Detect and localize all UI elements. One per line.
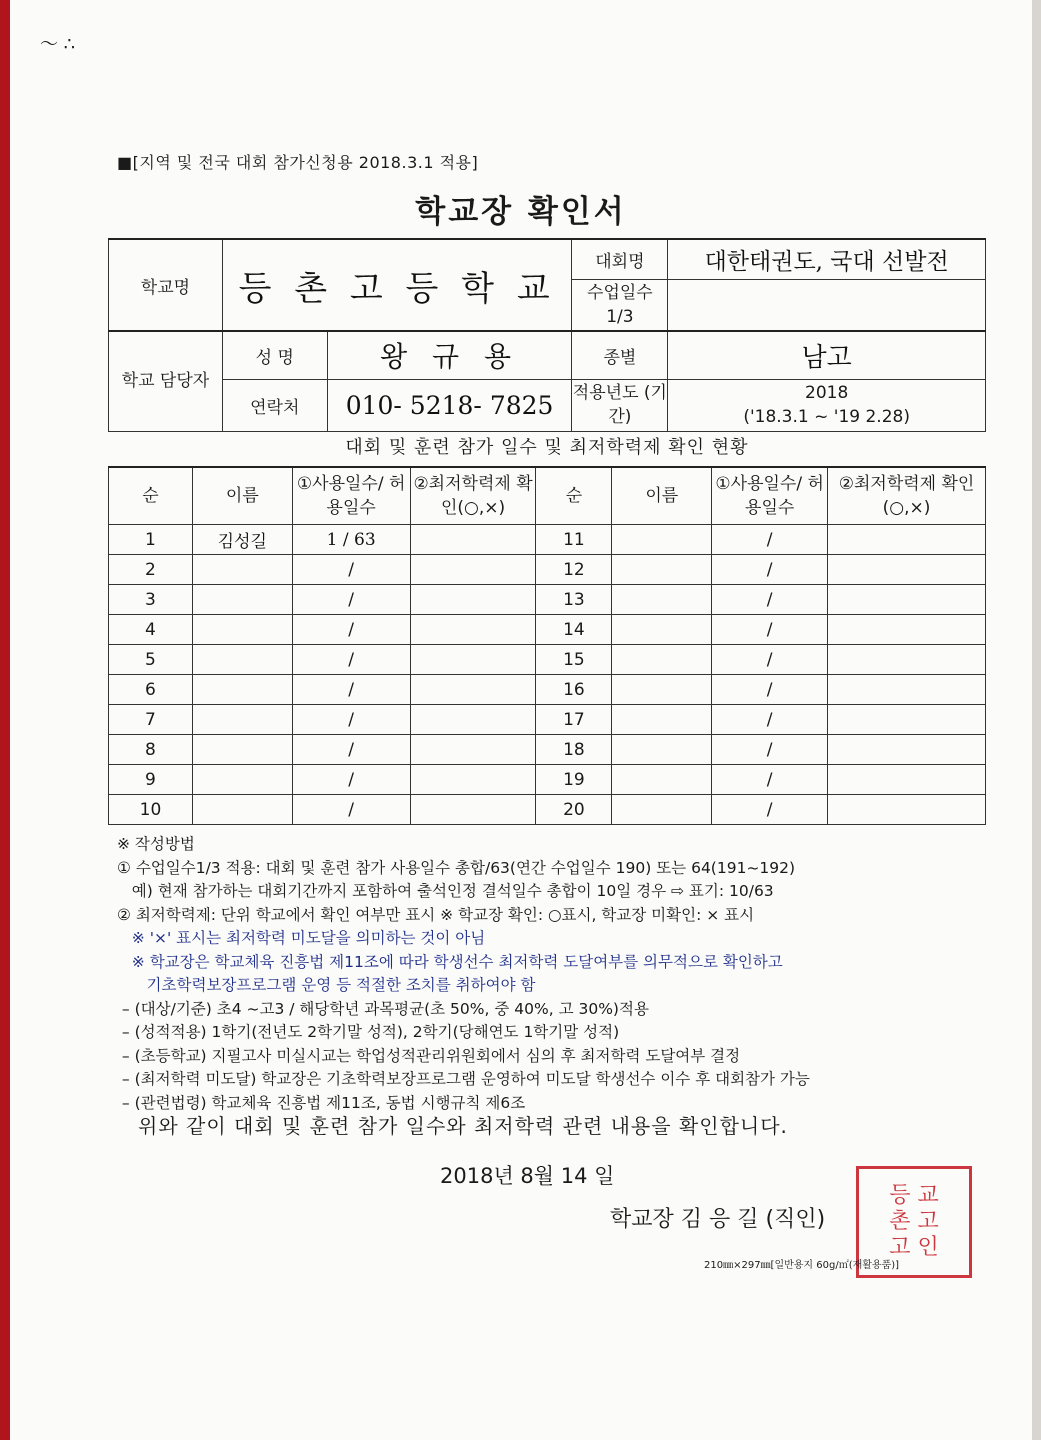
instruction-line: ① 수업일수1/3 적용: 대회 및 훈련 참가 사용일수 총합/63(연간 수업일수 190) 또는 64(191~192) (117, 858, 796, 877)
cell-num: 7 (109, 705, 193, 735)
category-label: 종별 (572, 331, 668, 379)
instruction-line: ※ 학교장은 학교체육 진흥법 제11조에 따라 학생선수 최저학력 도달여부를 의무적으로 확인하고 (117, 952, 783, 971)
school-name-value: 등 촌 고 등 학 교 (222, 239, 572, 331)
table-row (109, 735, 986, 765)
cell-name2 (612, 585, 712, 615)
col-header-days: ①사용일수/ 허용일수 (292, 467, 410, 525)
cell-name2 (612, 555, 712, 585)
cell-check (410, 705, 536, 735)
cell-check2 (828, 675, 986, 705)
table-row (109, 795, 986, 825)
cell-days: / (292, 555, 410, 585)
table-row (109, 705, 986, 735)
cell-days: / (292, 675, 410, 705)
cell-name2 (612, 765, 712, 795)
cell-check2 (828, 795, 986, 825)
year-period: ('18.3.1 ~ '19 2.28) (743, 407, 910, 427)
cell-days2: / (712, 735, 828, 765)
table-row (109, 555, 986, 585)
cell-check (410, 615, 536, 645)
cell-name (192, 615, 292, 645)
cell-days2: / (712, 525, 828, 555)
cell-name (192, 735, 292, 765)
name-label: 성 명 (222, 331, 327, 379)
cell-days2: / (712, 765, 828, 795)
participation-table (108, 466, 986, 825)
cell-name: 김성길 (192, 525, 292, 555)
cell-num: 3 (109, 585, 193, 615)
cell-days2: / (712, 615, 828, 645)
document-title: 학교장 확인서 (415, 194, 627, 230)
instruction-line: ※ 작성방법 (117, 835, 195, 853)
instructions (117, 833, 997, 1115)
class-days-value (668, 279, 986, 331)
name-value: 왕 규 용 (327, 331, 572, 379)
cell-num2: 15 (536, 645, 612, 675)
cell-num2: 20 (536, 795, 612, 825)
table-row (109, 585, 986, 615)
confirmation-statement: 위와 같이 대회 및 훈련 참가 일수와 최저학력 관련 내용을 확인합니다. (138, 1114, 788, 1138)
cell-check2 (828, 615, 986, 645)
instruction-line: ※ '×' 표시는 최저학력 미도달을 의미하는 것이 아님 (117, 929, 486, 947)
cell-num: 2 (109, 555, 193, 585)
cell-days2: / (712, 675, 828, 705)
cell-check (410, 735, 536, 765)
cell-check (410, 585, 536, 615)
cell-name (192, 585, 292, 615)
cell-num2: 16 (536, 675, 612, 705)
year-value: 2018 (805, 383, 849, 403)
contest-label: 대회명 (572, 239, 668, 279)
cell-check2 (828, 525, 986, 555)
cell-num2: 17 (536, 705, 612, 735)
cell-check (410, 795, 536, 825)
col-header-name-2: 이름 (612, 467, 712, 525)
cell-num: 9 (109, 765, 193, 795)
contact-value: 010- 5218- 7825 (327, 379, 572, 431)
table-row (109, 675, 986, 705)
cell-num: 5 (109, 645, 193, 675)
cell-name (192, 675, 292, 705)
cell-days: / (292, 705, 410, 735)
col-header-check-2: ②최저학력제 확인(○,×) (828, 467, 986, 525)
cell-name2 (612, 675, 712, 705)
cell-num: 4 (109, 615, 193, 645)
document-page (10, 0, 1032, 1440)
col-header-num-2: 순 (536, 467, 612, 525)
section-title: 대회 및 훈련 참가 일수 및 최저학력제 확인 현황 (345, 437, 749, 458)
instruction-line: 예) 현재 참가하는 대회기간까지 포함하여 출석인정 결석일수 총합이 10일 경우 ⇨ 표기: 10/63 (117, 882, 774, 900)
cell-num2: 19 (536, 765, 612, 795)
col-header-days-2: ①사용일수/ 허용일수 (712, 467, 828, 525)
table-row (109, 615, 986, 645)
instruction-line: – (초등학교) 지필고사 미실시교는 학업성적관리위원회에서 심의 후 최저학력 도달여부 결정 (117, 1046, 741, 1065)
cell-days2: / (712, 645, 828, 675)
cell-check (410, 525, 536, 555)
cell-num2: 11 (536, 525, 612, 555)
handwritten-mark: 〜 ∴ (40, 34, 76, 55)
cell-num2: 18 (536, 735, 612, 765)
cell-name2 (612, 795, 712, 825)
contact-label: 연락처 (222, 379, 327, 431)
category-value: 남고 (668, 331, 986, 379)
cell-name (192, 645, 292, 675)
cell-name2 (612, 525, 712, 555)
class-days-label: 수업일수 1/3 (572, 279, 668, 331)
cell-check (410, 645, 536, 675)
cell-days: / (292, 735, 410, 765)
cell-check2 (828, 645, 986, 675)
cell-check2 (828, 585, 986, 615)
cell-check2 (828, 705, 986, 735)
cell-check (410, 675, 536, 705)
cell-name (192, 705, 292, 735)
cell-num: 1 (109, 525, 193, 555)
cell-num2: 14 (536, 615, 612, 645)
principal-signature: 학교장 김 응 길 (직인) (610, 1207, 826, 1232)
cell-num: 6 (109, 675, 193, 705)
cell-name (192, 555, 292, 585)
cell-check (410, 765, 536, 795)
header-note: ■[지역 및 전국 대회 참가신청용 2018.3.1 적용] (117, 153, 479, 172)
contest-value: 대한태권도, 국대 선발전 (668, 239, 986, 279)
cell-days: / (292, 795, 410, 825)
cell-check2 (828, 765, 986, 795)
instruction-line: ② 최저학력제: 단위 학교에서 확인 여부만 표시 ※ 학교장 확인: ○표시, 학교장 미확인: × 표시 (117, 905, 755, 924)
info-table (108, 238, 986, 432)
table-row (109, 525, 986, 555)
cell-name2 (612, 735, 712, 765)
cell-num2: 12 (536, 555, 612, 585)
red-background-edge (0, 0, 10, 1440)
instruction-line: – (관련법령) 학교체육 진흥법 제11조, 동법 시행규칙 제6조 (117, 1093, 526, 1112)
year-cell (668, 379, 986, 431)
cell-name (192, 795, 292, 825)
cell-days2: / (712, 585, 828, 615)
cell-check (410, 555, 536, 585)
table-row (109, 645, 986, 675)
cell-days2: / (712, 705, 828, 735)
col-header-name: 이름 (192, 467, 292, 525)
cell-days: / (292, 585, 410, 615)
cell-days: / (292, 765, 410, 795)
cell-name2 (612, 615, 712, 645)
official-seal-stamp: 등 교 촌 고 고 인 (856, 1166, 972, 1278)
cell-check2 (828, 555, 986, 585)
school-label: 학교명 (109, 239, 223, 331)
instruction-line: – (성적적용) 1학기(전년도 2학기말 성적), 2학기(당해연도 1학기말 성적) (117, 1023, 620, 1041)
col-header-check: ②최저학력제 확인(○,×) (410, 467, 536, 525)
instruction-line: – (최저학력 미도달) 학교장은 기초학력보장프로그램 운영하여 미도달 학생선수 이수 후 대회참가 가능 (117, 1070, 810, 1088)
date-line: 2018년 8월 14 일 (440, 1164, 615, 1188)
cell-days: / (292, 645, 410, 675)
cell-name2 (612, 645, 712, 675)
table-row (109, 765, 986, 795)
cell-days2: / (712, 795, 828, 825)
cell-check2 (828, 735, 986, 765)
year-label: 적용년도 (기간) (572, 379, 668, 431)
paper-spec-footer: 210㎜×297㎜[일반용지 60g/㎡(재활용품)] (704, 1260, 900, 1271)
cell-days2: / (712, 555, 828, 585)
cell-num2: 13 (536, 585, 612, 615)
cell-days: / (292, 615, 410, 645)
instruction-line: – (대상/기준) 초4 ~고3 / 해당학년 과목평균(초 50%, 중 40%, 고 30%)적용 (117, 999, 649, 1018)
cell-days: 1 / 63 (292, 525, 410, 555)
col-header-num: 순 (109, 467, 193, 525)
cell-num: 8 (109, 735, 193, 765)
cell-name2 (612, 705, 712, 735)
instruction-line: 기초학력보장프로그램 운영 등 적절한 조치를 취하여야 함 (117, 976, 536, 994)
manager-label: 학교 담당자 (109, 331, 223, 431)
cell-name (192, 765, 292, 795)
cell-num: 10 (109, 795, 193, 825)
